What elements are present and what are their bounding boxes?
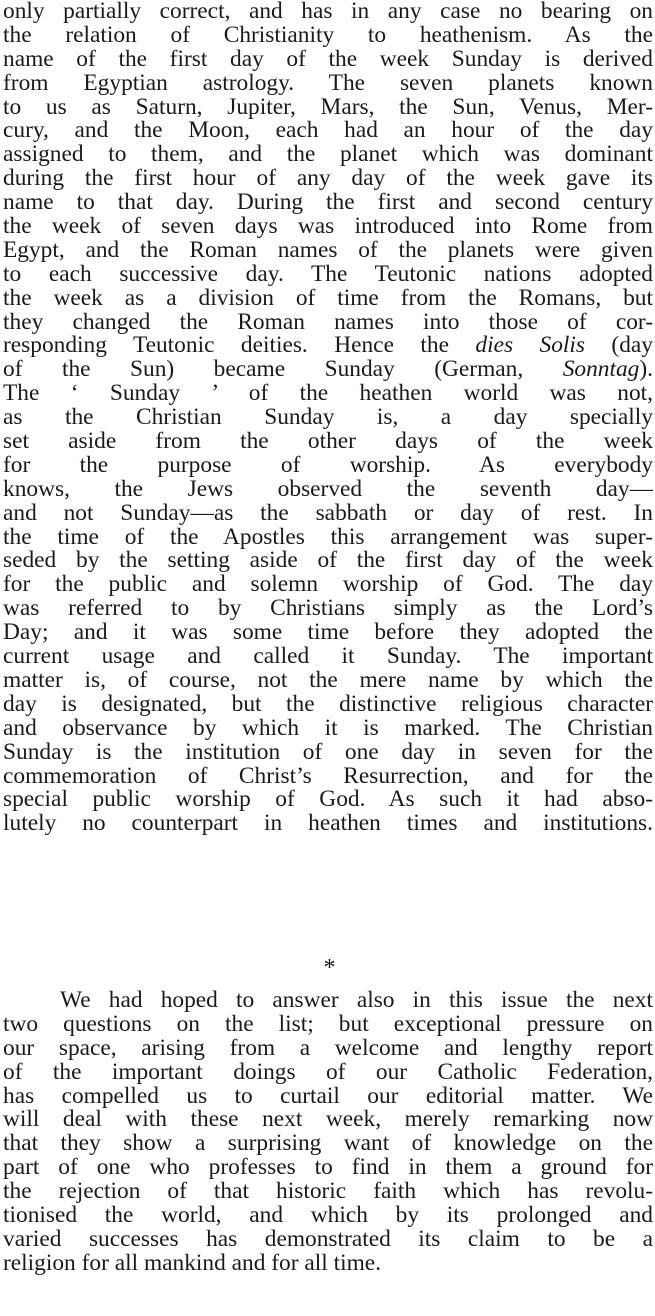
text-line: We had hoped to answer also in this issue the next [60,989,653,1013]
text-line: for the public and solemn worship of God. The day [3,573,653,598]
text-line: name of the first day of the week Sunday is derived [3,47,653,72]
text-line: Egypt, and the Roman names of the planets were given [3,238,653,263]
text-line: Day; and it was some time before they adopted the [3,621,653,646]
text-line: only partially correct, and has in any case no bearing on [3,0,653,24]
text-line: religion for all mankind and for all time. [3,1251,382,1276]
text-line: cury, and the Moon, each had an hour of the day [3,119,653,144]
text-line: two questions on the list; but exceptional pressure on [3,1012,653,1037]
text-line: special public worship of God. As such it had abso- [3,788,653,813]
text-line: knows, the Jews observed the seventh day— [3,477,653,502]
text-line: from Egyptian astrology. The seven planets known [3,71,653,96]
text-line: seded by the setting aside of the first day of the week [3,549,653,574]
text-line: the rejection of that historic faith which has revolu- [3,1180,653,1205]
text-line: responding Teutonic deities. Hence the dies Solis (day [3,334,653,359]
text-line: tionised the world, and which by its prolonged and [3,1204,653,1228]
text-line: assigned to them, and the planet which was dominant [3,143,653,168]
text-line: of the Sun) became Sunday (German, Sonntag). [3,358,653,383]
text-line: that they show a surprising want of knowledge on the [3,1132,653,1157]
text-line: the week as a division of time from the Romans, but [3,286,653,311]
text-line: the week of seven days was introduced into Rome from [3,215,653,239]
text-line: to us as Saturn, Jupiter, Mars, the Sun, Venus, Mer- [3,95,653,120]
text-line: they changed the Roman names into those of cor- [3,310,653,335]
text-line: during the first hour of any day of the week gave its [3,167,653,192]
text-line: for the purpose of worship. As everybody [3,453,653,478]
section-divider-asterisk: * [323,955,336,981]
text-line: and observance by which it is marked. The Christian [3,716,653,741]
text-line: will deal with these next week, merely remarking now [3,1108,653,1133]
text-line: of the important doings of our Catholic Federation, [3,1060,653,1085]
text-line: has compelled us to curtail our editorial matter. We [3,1084,653,1109]
text-line: matter is, of course, not the mere name by which the [3,668,653,693]
text-line: The ‘ Sunday ’ of the heathen world was not, [3,382,653,407]
italic-term: Sonntag [562,358,640,383]
italic-term: dies Solis [475,334,585,359]
text-line: Sunday is the institution of one day in seven for the [3,740,653,765]
paragraph-sunday-origin [3,0,653,836]
text-line: the relation of Christianity to heathenism. As the [3,23,653,48]
text-line: as the Christian Sunday is, a day specially [3,406,653,431]
text-line: and not Sunday—as the sabbath or day of rest. In [3,501,653,526]
text-line: to each successive day. The Teutonic nations adopted [3,262,653,287]
text-line: day is designated, but the distinctive religious character [3,692,653,717]
text-line: set aside from the other days of the week [3,430,653,454]
text-line: varied successes has demonstrated its claim to be a [3,1227,653,1252]
text-line: our space, arising from a welcome and lengthy report [3,1036,653,1061]
text-line: part of one who professes to find in them a ground for [3,1156,653,1181]
text-line: commemoration of Christ’s Resurrection, and for the [3,764,653,789]
paragraph-editorial-note [3,989,653,1276]
text-line: current usage and called it Sunday. The important [3,645,653,669]
text-line: was referred to by Christians simply as the Lord’s [3,597,653,622]
text-line: lutely no counterpart in heathen times and institutions. [3,812,653,837]
text-line: the time of the Apostles this arrangement was super- [3,525,653,550]
text-line: name to that day. During the first and second century [3,191,653,216]
